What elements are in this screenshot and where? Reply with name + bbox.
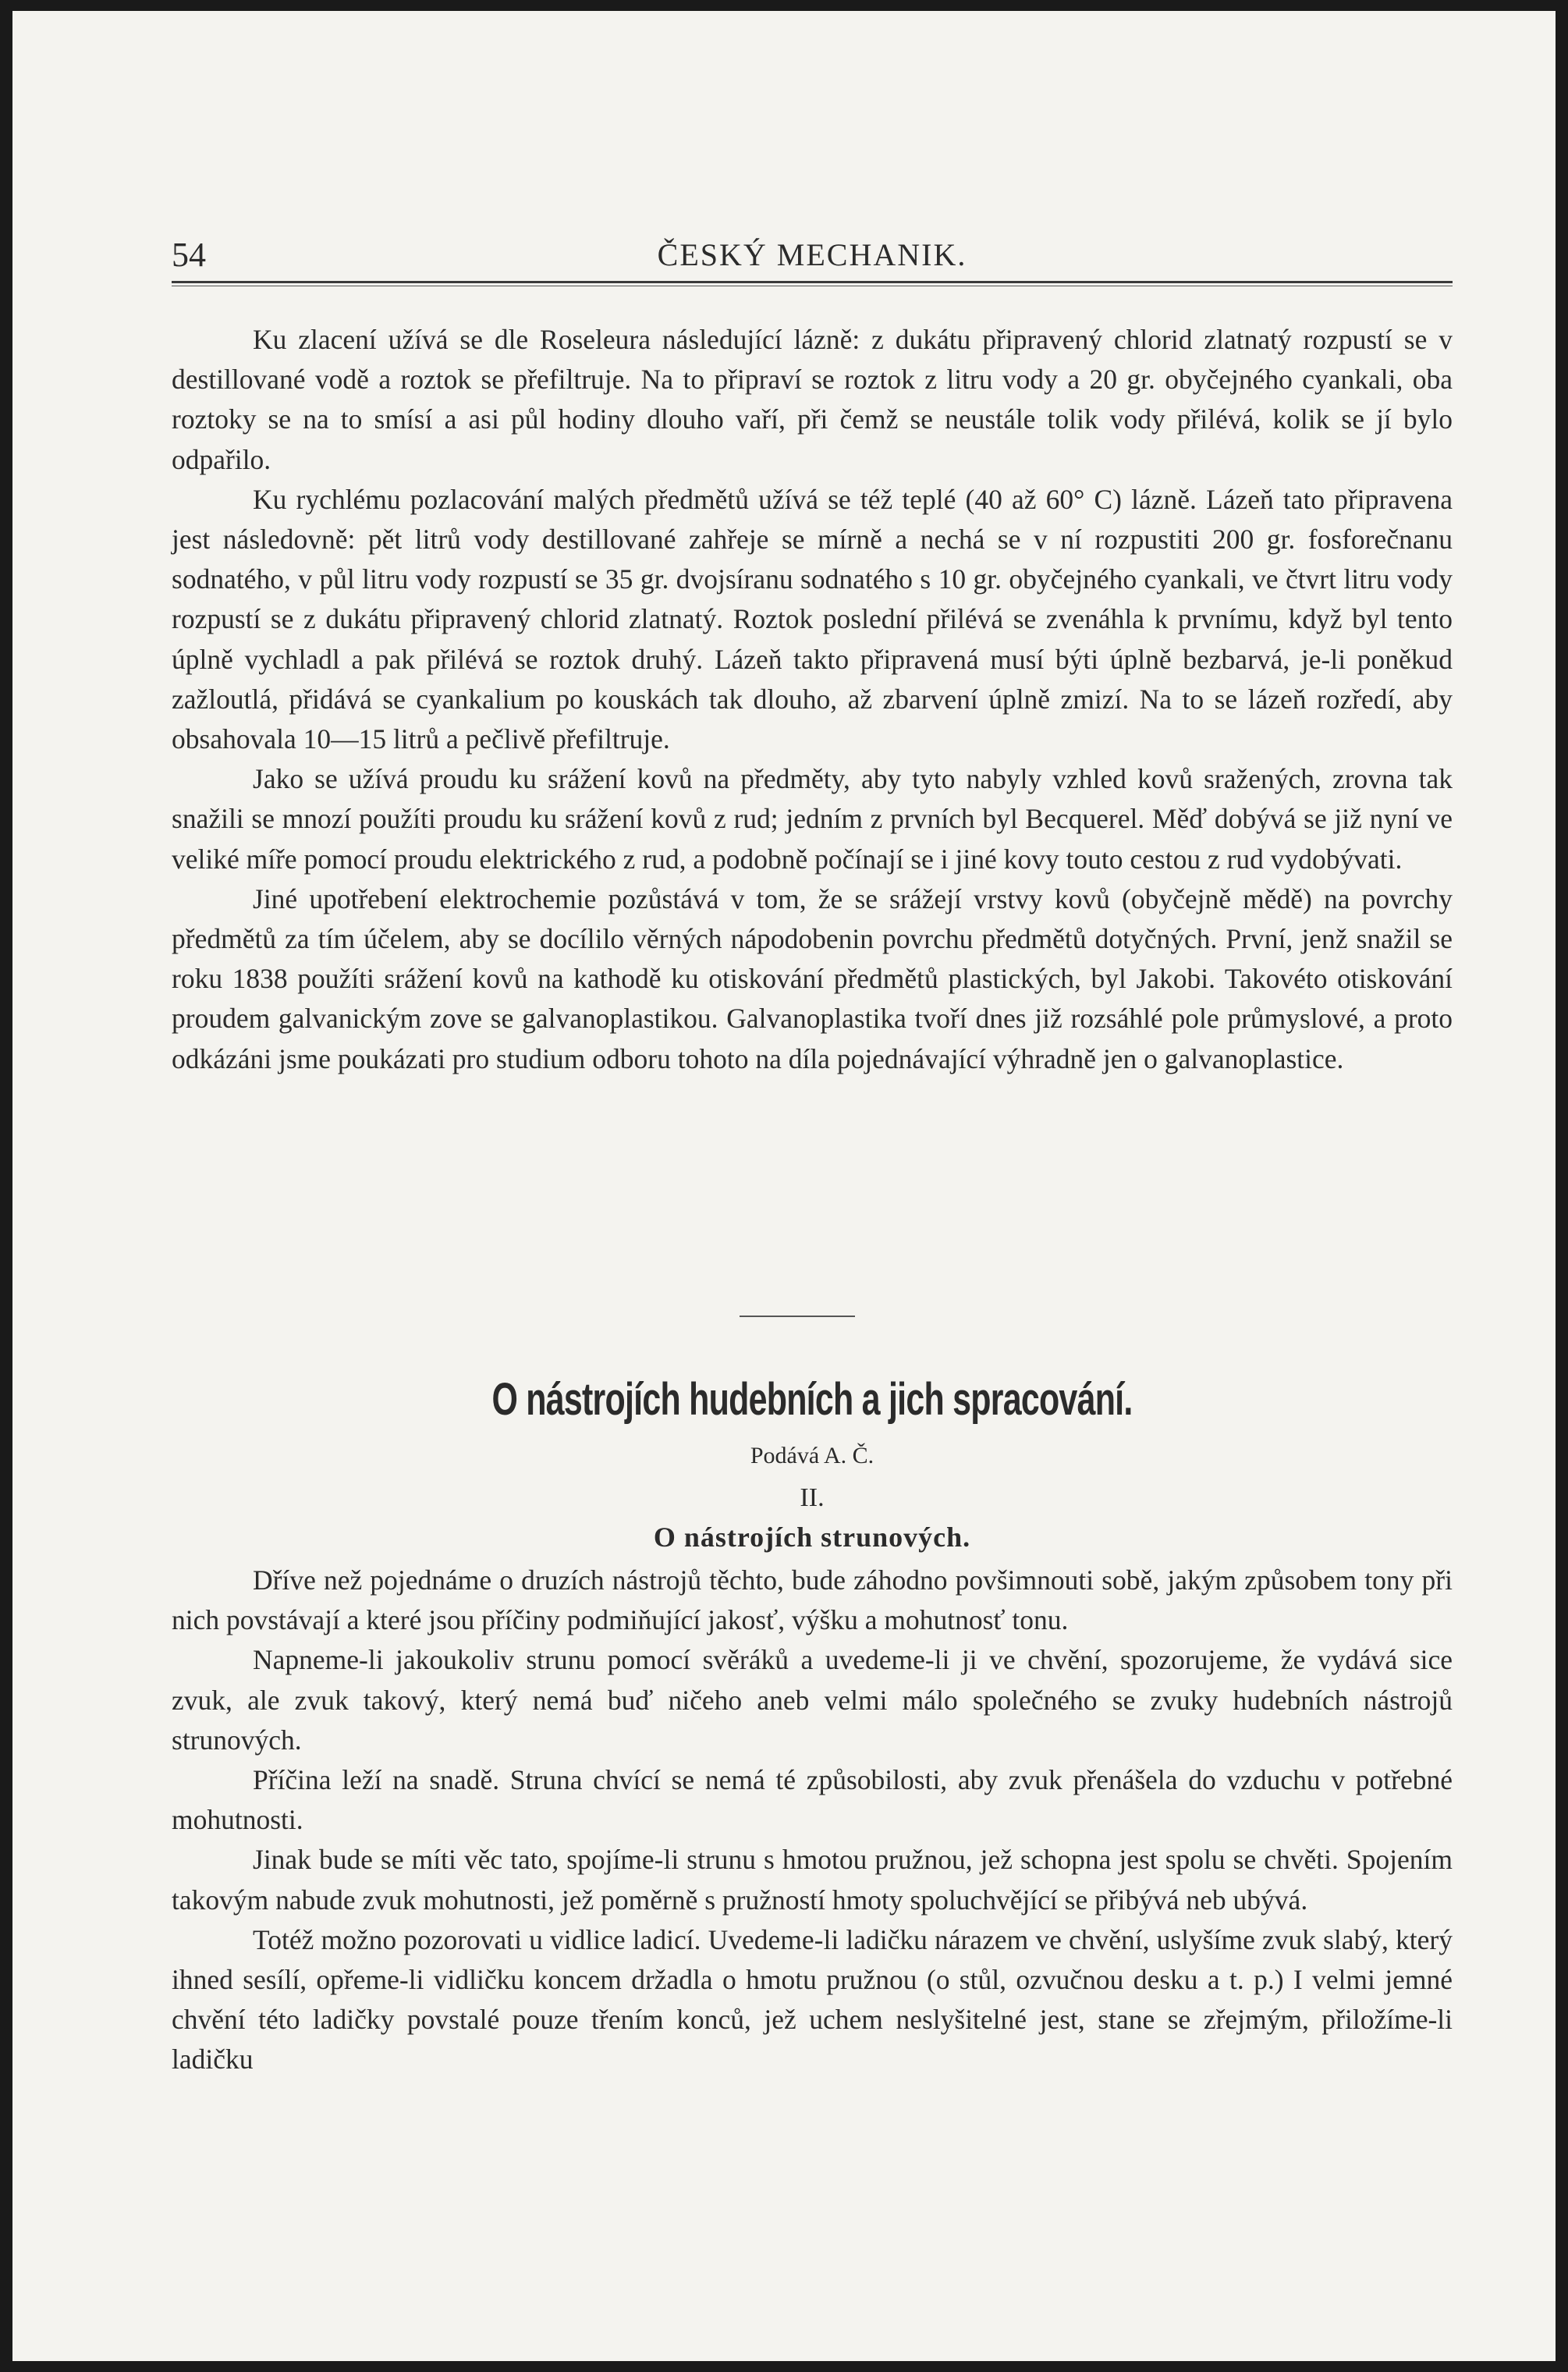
part-number: II. (800, 1483, 825, 1512)
paragraph: Napneme-li jakoukoliv strunu pomocí svěráků a uvedeme-li ji ve chvění, spozorujeme, že vydává sice zvuk, ale zvuk takový, který nemá buď ničeho aneb velmi málo společného se zvuky hudebních nástrojů strunových. (172, 1644, 1453, 1756)
article-byline: Podává A. Č. (750, 1443, 874, 1468)
page (12, 11, 1556, 2361)
paragraph: Jiné upotřebení elektrochemie pozůstává v tom, že se srážejí vrstvy kovů (obyčejně mědě) na povrchy předmětů za tím účelem, aby se docílilo věrných nápodobenin povrchu předmětů dotyčných. První, jenž snažil se roku 1838 použíti srážení kovů na kathodě ku otiskování předmětů plastických, byl Jakobi. Takovéto otiskování proudem galvanickým zove se galvanoplastikou. Galvanoplastika tvoří dnes již rozsáhlé pole průmyslové, a proto odkázáni jsme poukázati pro studium odboru tohoto na díla pojednávající výhradně jen o galvanoplastice. (172, 882, 1453, 1074)
paragraph: Totéž možno pozorovati u vidlice ladicí. Uvedeme-li ladičku nárazem ve chvění, uslyšíme zvuk slabý, který ihned sesílí, opřeme-li vidličku koncem držadla o hmotu pružnou (o stůl, ozvučnou desku a t. p.) I velmi jemné chvění této ladičky povstalé pouze třením konců, jež uchem neslyšitelné jest, stane se zřejmým, přiložíme-li ladičku (172, 1923, 1453, 2076)
page-number: 54 (172, 236, 206, 274)
section-divider (740, 1316, 855, 1317)
paragraph: Jako se užívá proudu ku srážení kovů na předměty, aby tyto nabyly vzhled kovů sražených, zrovna tak snažili se mnozí použíti proudu ku srážení kovů z rud; jedním z prvních byl Becquerel. Měď dobývá se již nyní ve veliké míře pomocí proudu elektrického z rud, a podobně počínají se i jiné kovy touto cestou z rud vydobývati. (172, 763, 1453, 875)
paragraph: Jinak bude se míti věc tato, spojíme-li strunu s hmotou pružnou, jež schopna jest spolu se chvěti. Spojením takovým nabude zvuk mohutnosti, jež poměrně s pružností hmoty spoluchvějící se přibývá neb ubývá. (172, 1844, 1453, 1916)
article-subtitle: O nástrojích strunových. (653, 1522, 971, 1553)
electrochemistry-section (172, 320, 1453, 1079)
string-instruments-section (172, 1561, 1453, 2080)
paragraph: Ku zlacení užívá se dle Roseleura následující lázně: z dukátu připravený chlorid zlatnatý rozpustí se v destillované vodě a roztok se přefiltruje. Na to připraví se roztok z litru vody a 20 gr. obyčejného cyankali, oba roztoky se na to smísí a asi půl hodiny dlouho vaří, při čemž se neustále tolik vody přilévá, kolik se jí bylo odpařilo. (172, 324, 1453, 475)
header-rule (172, 281, 1453, 286)
running-title: ČESKÝ MECHANIK. (657, 237, 967, 272)
page-header (172, 236, 1453, 275)
paragraph: Příčina leží na snadě. Struna chvící se nemá té způsobilosti, aby zvuk přenášela do vzduchu v potřebné mohutnosti. (172, 1764, 1453, 1836)
paragraph: Ku rychlému pozlacování malých předmětů užívá se též teplé (40 až 60° C) lázně. Lázeň tato připravena jest následovně: pět litrů vody destillované zahřeje se mírně a nechá se v ní rozpustiti 200 gr. fosforečnanu sodnatého, v půl litru vody rozpustí se 35 gr. dvojsíranu sodnatého s 10 gr. obyčejného cyankali, ve čtvrt litru vody rozpustí se z dukátu připravený chlorid zlatnatý. Roztok poslední přilévá se zvenáhla k prvnímu, když byl tento úplně vychladl a pak přilévá se roztok druhý. Lázeň takto připravená musí býti úplně bezbarvá, je-li poněkud zažloutlá, přidává se cyankalium po kouskách tak dlouho, až zbarvení úplně zmizí. Na to se lázeň rozředí, aby obsahovala 10—15 litrů a pečlivě přefiltruje. (172, 483, 1453, 755)
paragraph: Dříve než pojednáme o druzích nástrojů těchto, bude záhodno povšimnouti sobě, jakým způsobem tony při nich povstávají a které jsou příčiny podmiňující jakosť, výšku a mohutnosť tonu. (172, 1564, 1453, 1636)
article-title: O nástrojích hudebních a jich spracování. (491, 1374, 1133, 1425)
